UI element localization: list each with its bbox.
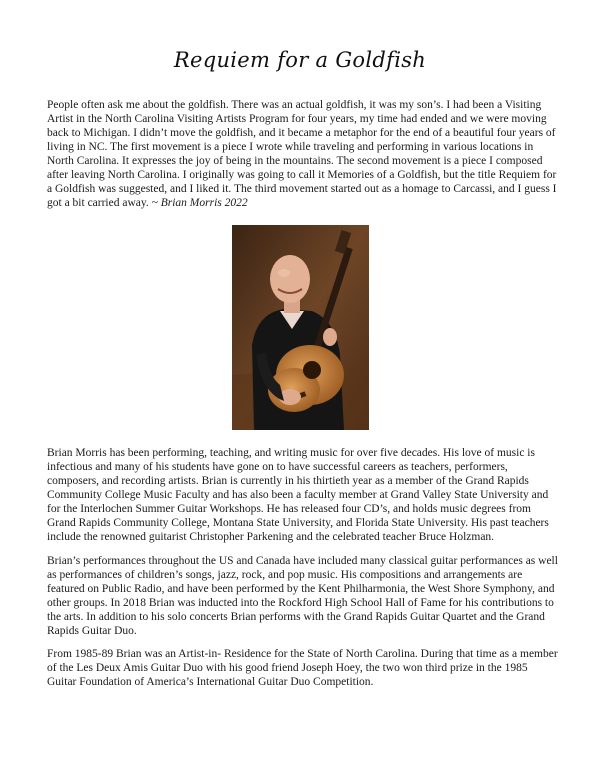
page-title: Requiem for a Goldfish — [173, 48, 427, 72]
guitarist-illustration — [232, 225, 369, 430]
intro-attribution: ~ Brian Morris 2022 — [151, 197, 248, 209]
bio-paragraph-1: Brian Morris has been performing, teaching, and writing music for over five decades. His love of music is infectious and many of his students have gone on to have successful careers as teachers, performers, composers, and recording artists. Brian is currently in his thirtieth year as a member of the Grand Rapids Community College Music Faculty and has also been a faculty member at Grand Valley State University and for the Interlochen Summer Guitar Workshops. He has released four CD’s, and holds music degrees from Grand Rapids Community College, Montana State University, and Florida State University. His past teachers include the renowned guitarist Christopher Parkening and the celebrated teacher Bruce Holzman. — [47, 447, 549, 543]
intro-paragraph — [47, 98, 559, 210]
intro-text: People often ask me about the goldfish. There was an actual goldfish, it was my son’s. I had been a Visiting Artist in the North Carolina Visiting Artists Program for four years, my time had ended and we were moving back to Michigan. I didn’t move the goldfish, and it became a metaphor for the end of a beautiful four years of living in NC. The first movement is a piece I wrote while traveling and performing in various locations in North Carolina. It expresses the joy of being in the mountains. The second movement is a piece I composed after leaving North Carolina. I originally was going to call it Memories of a Goldfish, but the title Requiem for a Goldfish was suggested, and I liked it. The third movement started out as a homage to Carcassi, and I guess I got a bit carried away. — [47, 99, 557, 209]
bio-paragraph-2: Brian’s performances throughout the US and Canada have included many classical guitar performances as well as performances of children’s songs, jazz, rock, and pop music. His compositions and arrangements are featured on Public Radio, and have been performed by the Kent Philharmonia, the West Shore Symphony, and other groups. In 2018 Brian was inducted into the Rockford High School Hall of Fame for his contributions to the arts. In addition to his solo concerts Brian performs with the Grand Rapids Guitar Quartet and the Grand Rapids Guitar Duo. — [47, 555, 558, 637]
guitarist-photo — [232, 225, 369, 430]
bio-paragraph-3: From 1985-89 Brian was an Artist-in- Residence for the State of North Carolina. During that time as a member of the Les Deux Amis Guitar Duo with his good friend Joseph Hoey, the two won third prize in the 1985 Guitar Foundation of America’s International Guitar Duo Competition. — [47, 648, 558, 688]
